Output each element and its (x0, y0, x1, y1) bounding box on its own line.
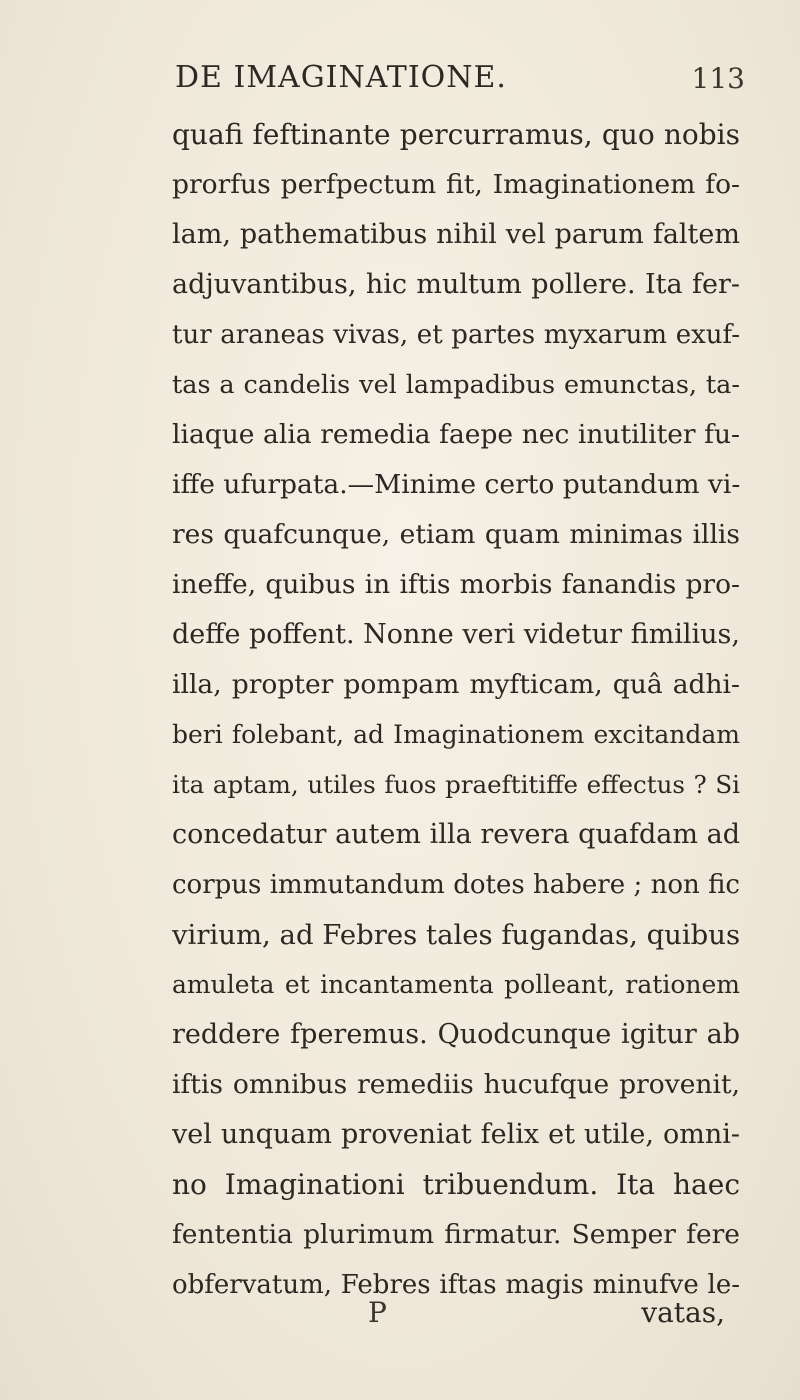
text-line: deffe poffent. Nonne veri videtur fimilius, (172, 619, 740, 650)
text-line: tas a candelis vel lampadibus emunctas, ta- (172, 370, 740, 400)
catchword: vatas, (641, 1296, 725, 1329)
text-line: tur araneas vivas, et partes myxarum exuf- (172, 320, 740, 350)
text-line: adjuvantibus, hic multum pollere. Ita fer- (172, 269, 740, 300)
page-header (175, 60, 745, 100)
text-line: quafi feftinante percurramus, quo nobis (172, 118, 740, 151)
text-line: lam, pathematibus nihil vel parum faltem (172, 219, 740, 250)
running-title: DE IMAGINATIONE. (175, 60, 507, 95)
text-line: iffe ufurpata.—Minime certo putandum vi- (172, 469, 741, 500)
text-line: corpus immutandum dotes habere ; non fic (172, 870, 740, 900)
text-line: res quafcunque, etiam quam minimas illis (172, 519, 740, 550)
text-line: vel unquam proveniat felix et utile, omni- (172, 1119, 740, 1150)
text-line: ineffe, quibus in iftis morbis fanandis pro- (172, 569, 740, 600)
text-line: ita aptam, utiles fuos praeftitiffe effectus ? Si (172, 770, 740, 799)
page-footer (0, 1288, 800, 1338)
text-line: illa, propter pompam myfticam, quâ adhi- (172, 669, 740, 700)
text-line: liaque alia remedia faepe nec inutiliter fu- (172, 419, 740, 450)
text-line: obfervatum, Febres iftas magis minufve le- (172, 1270, 740, 1300)
text-line: no Imaginationi tribuendum. Ita haec (172, 1168, 740, 1201)
text-line: concedatur autem illa revera quafdam ad (172, 819, 740, 850)
page-number: 113 (691, 62, 745, 95)
signature-mark: P (368, 1296, 387, 1329)
text-line: beri folebant, ad Imaginationem excitandam (172, 720, 740, 749)
text-line: virium, ad Febres tales fugandas, quibus (172, 919, 741, 951)
text-line: reddere fperemus. Quodcunque igitur ab (172, 1019, 740, 1050)
text-line: amuleta et incantamenta polleant, rationem (172, 970, 740, 999)
text-line: fententia plurimum firmatur. Semper fere (172, 1219, 740, 1250)
body-text (0, 110, 800, 1320)
text-line: prorfus perfpectum fit, Imaginationem fo- (172, 169, 740, 200)
text-line: iftis omnibus remediis hucufque provenit, (172, 1069, 740, 1100)
